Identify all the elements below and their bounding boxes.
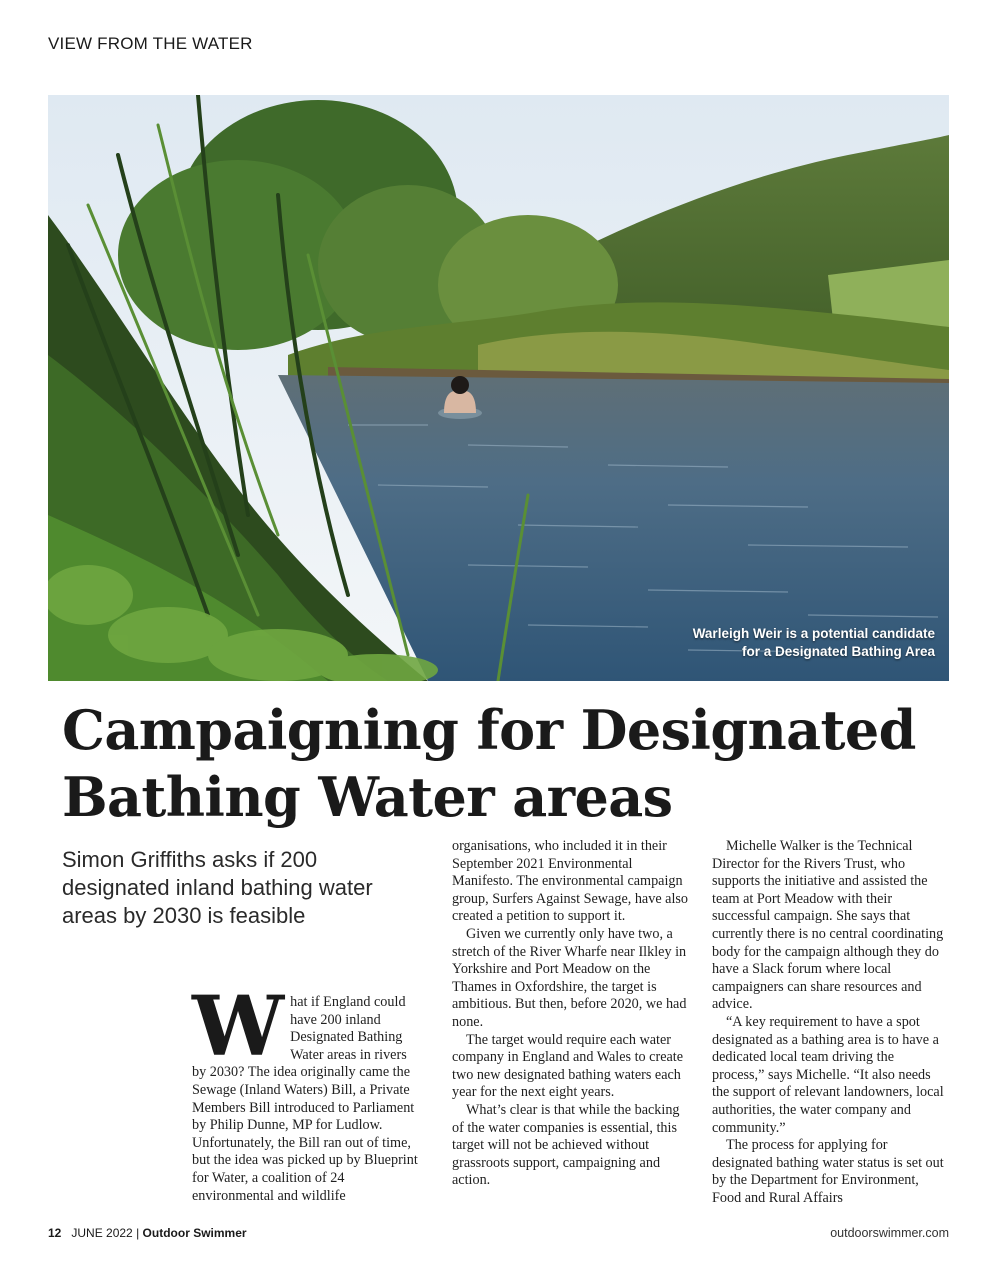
article-column-2: [452, 838, 692, 1190]
page-number: 12: [48, 1226, 62, 1240]
caption-line-1: Warleigh Weir is a potential candidate: [692, 626, 935, 641]
paragraph: hat if England could have 200 inland Designated Bathing Water areas in rivers by 2030? The idea originally came the Sewage (Inland Waters) Bill, a Private Members Bill introduced to Parliament by Philip Dunne, MP for Ludlow. Unfortunately, the Bill ran out of time, but the idea was picked up by Blueprint for Water, a coalition of 24 environmental and wildlife: [192, 994, 418, 1204]
article-headline: [62, 697, 942, 831]
paragraph: organisations, who included it in their September 2021 Environmental Manifesto. The environmental campaign group, Surfers Against Sewage, have also created a petition to support it.: [452, 838, 689, 925]
paragraph: What’s clear is that while the backing of the water companies is essential, this target will not be achieved without grassroots support, campaigning and action.: [452, 1101, 680, 1189]
drop-cap: W: [192, 979, 285, 1075]
paragraph: The target would require each water company in England and Wales to create two new designated bathing waters each year for the next eight years.: [452, 1031, 684, 1101]
article-column-3: [712, 838, 947, 1207]
paragraph: Michelle Walker is the Technical Director for the Rivers Trust, who supports the initiative and assisted the team at Port Meadow with their successful campaign. She says that currently there is no central coordinating body for the campaign although they do have a Slack forum where local campaigners can share resources and advice.: [712, 838, 944, 1013]
article-photo: [48, 95, 949, 681]
headline-line-2: Bathing Water areas: [62, 765, 673, 829]
headline-line-1: Campaigning for Designated: [62, 698, 916, 762]
magazine-name: Outdoor Swimmer: [142, 1226, 247, 1240]
paragraph: “A key requirement to have a spot designated as a bathing area is to have a dedicated local team driving the process,” says Michelle. “It also needs the support of relevant landowners, local authorities, the water company and community.”: [712, 1013, 944, 1136]
paragraph: Given we currently only have two, a stretch of the River Wharfe near Ilkley in Yorkshire and Port Meadow on the Thames in Oxfordshire, the target is ambitious. But then, before 2020, we had none.: [452, 925, 687, 1030]
page-footer: [48, 1226, 247, 1240]
issue-date: JUNE 2022: [71, 1226, 133, 1240]
article-column-1: [192, 979, 424, 1205]
paragraph: The process for applying for designated bathing water status is set out by the Department for Environment, Food and Rural Affairs: [712, 1137, 944, 1206]
caption-line-2: for a Designated Bathing Area: [741, 644, 935, 659]
footer-separator: |: [136, 1226, 140, 1240]
website-link[interactable]: outdoorswimmer.com: [830, 1226, 949, 1240]
section-label: VIEW FROM THE WATER: [48, 34, 253, 53]
standfirst: Simon Griffiths asks if 200 designated inland bathing water areas by 2030 is feasible: [62, 847, 373, 928]
photo-caption: [693, 625, 935, 661]
river-scene-image: [48, 95, 949, 681]
